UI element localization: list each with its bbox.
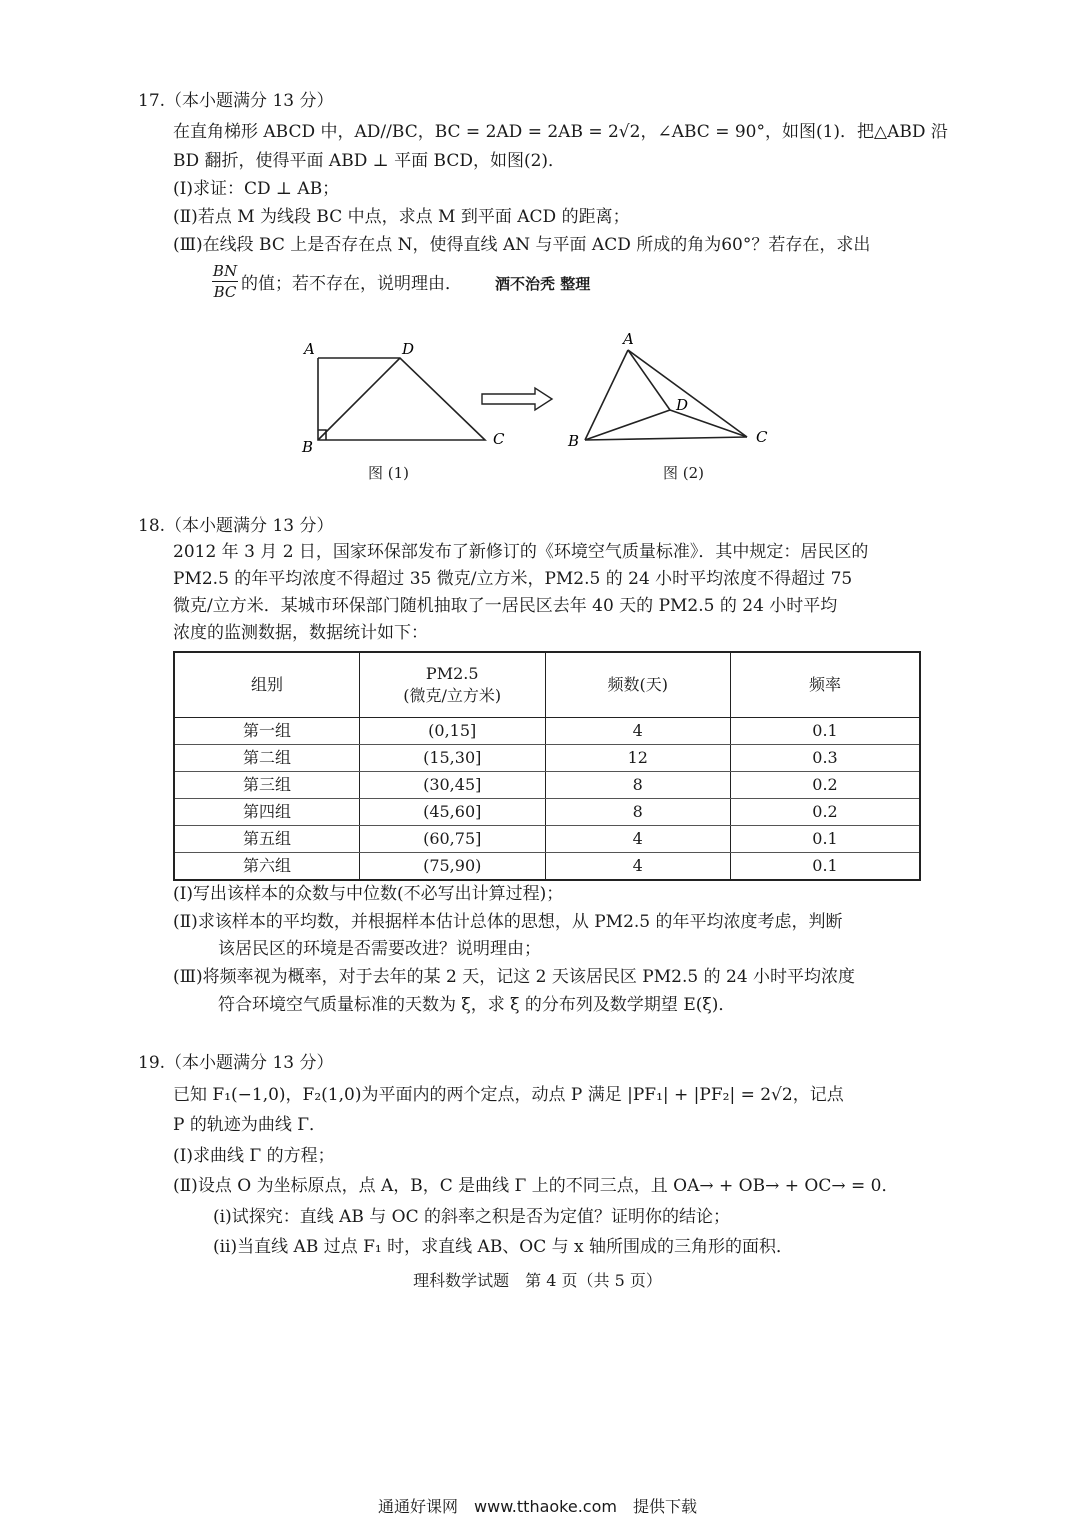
header-frequency-days: 频数(天): [545, 652, 730, 718]
cell-count: 12: [545, 745, 730, 772]
q18-line3: 微克/立方米．某城市环保部门随机抽取了一居民区去年 40 天的 PM2.5 的 24 小时平均: [173, 596, 838, 616]
cell-group: 第六组: [174, 853, 359, 881]
fraction-denominator: BC: [213, 283, 237, 301]
cell-range: (0,15]: [359, 718, 545, 745]
q17-line1: 在直角梯形 ABCD 中，AD//BC，BC = 2AD = 2AB = 2√2，∠ABC = 90°，如图(1)．把△ABD 沿: [173, 122, 948, 142]
q17-part1: (Ⅰ)求证：CD ⊥ AB；: [173, 179, 340, 199]
q18-line1: 2012 年 3 月 2 日，国家环保部发布了新修订的《环境空气质量标准》．其中规定：居民区的: [173, 542, 869, 562]
table-row: [174, 826, 920, 853]
q17-part3: (Ⅲ)在线段 BC 上是否存在点 N，使得直线 AN 与平面 ACD 所成的角为60°？若存在，求出: [173, 235, 871, 255]
figure-2-caption: 图 (2): [663, 464, 705, 482]
table-header-row: [174, 652, 920, 718]
fig2-label-d: D: [676, 396, 689, 414]
header-pm25-unit: (微克/立方米): [403, 686, 502, 705]
table-row: [174, 799, 920, 826]
cell-rate: 0.3: [731, 745, 921, 772]
q17-figures: [290, 330, 790, 460]
cell-count: 4: [545, 718, 730, 745]
q17-part3b: 的值；若不存在，说明理由．: [241, 274, 462, 294]
cell-group: 第二组: [174, 745, 359, 772]
fig1-label-a: A: [304, 340, 315, 358]
cell-group: 第一组: [174, 718, 359, 745]
trapezoid-outline: [318, 358, 485, 440]
page-number-footer: 理科数学试题 第 4 页（共 5 页）: [413, 1271, 662, 1290]
header-frequency-rate: 频率: [731, 652, 921, 718]
q19-line2: P 的轨迹为曲线 Γ．: [173, 1115, 327, 1135]
q19-part2: (Ⅱ)设点 O 为坐标原点，点 A，B，C 是曲线 Γ 上的不同三点，且 OA→ + OB→ + OC→ = 0．: [173, 1176, 899, 1196]
q18-part1: (Ⅰ)写出该样本的众数与中位数(不必写出计算过程)；: [173, 884, 564, 904]
q18-header: 18.（本小题满分 13 分）: [138, 516, 334, 536]
edge-bc: [585, 437, 747, 440]
q18-part3a: (Ⅲ)将频率视为概率，对于去年的某 2 天，记这 2 天该居民区 PM2.5 的 24 小时平均浓度: [173, 967, 856, 987]
cell-count: 4: [545, 826, 730, 853]
q18-line2: PM2.5 的年平均浓度不得超过 35 微克/立方米，PM2.5 的 24 小时平均浓度不得超过 75: [173, 569, 853, 589]
header-pm25-label: PM2.5: [425, 664, 479, 683]
table-row: [174, 718, 920, 745]
cell-range: (15,30]: [359, 745, 545, 772]
header-group: 组别: [174, 652, 359, 718]
fraction-numerator: BN: [212, 262, 238, 280]
q18-part2b: 该居民区的环境是否需要改进？说明理由；: [218, 939, 541, 959]
cell-rate: 0.2: [731, 799, 921, 826]
table-row: [174, 772, 920, 799]
q17-fraction: [212, 262, 238, 301]
q19-line1: 已知 F₁(−1,0)，F₂(1,0)为平面内的两个定点，动点 P 满足 |PF₁| + |PF₂| = 2√2，记点: [173, 1085, 844, 1105]
table-row: [174, 853, 920, 881]
edge-ad: [628, 350, 670, 410]
figure-1-trapezoid: [318, 358, 485, 440]
q18-line4: 浓度的监测数据，数据统计如下：: [173, 623, 428, 643]
q17-part2: (Ⅱ)若点 M 为线段 BC 中点，求点 M 到平面 ACD 的距离；: [173, 207, 630, 227]
fig1-label-d: D: [402, 340, 415, 358]
cell-count: 8: [545, 772, 730, 799]
figure-2-tetrahedron: [585, 350, 747, 440]
cell-rate: 0.1: [731, 718, 921, 745]
cell-range: (30,45]: [359, 772, 545, 799]
figure-1-caption: 图 (1): [368, 464, 410, 482]
q18-part3b: 符合环境空气质量标准的天数为 ξ，求 ξ 的分布列及数学期望 E(ξ)．: [218, 995, 736, 1015]
fig1-label-b: B: [302, 438, 314, 456]
cell-range: (45,60]: [359, 799, 545, 826]
cell-group: 第四组: [174, 799, 359, 826]
cell-group: 第三组: [174, 772, 359, 799]
header-pm25: [359, 652, 545, 718]
diagonal-bd: [318, 358, 400, 440]
q17-line2: BD 翻折，使得平面 ABD ⊥ 平面 BCD，如图(2)．: [173, 151, 566, 171]
cell-rate: 0.1: [731, 826, 921, 853]
q19-header: 19.（本小题满分 13 分）: [138, 1053, 334, 1073]
cell-rate: 0.1: [731, 853, 921, 881]
pm25-frequency-table: [173, 651, 921, 881]
site-footer: 通通好课网 www.tthaoke.com 提供下载: [378, 1497, 697, 1516]
fig2-label-a: A: [623, 330, 634, 348]
edge-dc: [670, 410, 747, 437]
q17-header: 17.（本小题满分 13 分）: [138, 91, 334, 111]
fig2-label-b: B: [568, 432, 580, 450]
fraction-bar: [212, 281, 238, 282]
cell-range: (60,75]: [359, 826, 545, 853]
edge-ac: [628, 350, 747, 437]
cell-count: 8: [545, 799, 730, 826]
cell-range: (75,90): [359, 853, 545, 881]
q19-sub1: (ⅰ)试探究：直线 AB 与 OC 的斜率之积是否为定值？证明你的结论；: [213, 1207, 731, 1227]
arrow-icon: [482, 388, 552, 410]
cell-rate: 0.2: [731, 772, 921, 799]
q19-sub2: (ⅱ)当直线 AB 过点 F₁ 时，求直线 AB、OC 与 x 轴所围成的三角形的面积．: [213, 1237, 794, 1257]
fig2-label-c: C: [756, 428, 768, 446]
cell-group: 第五组: [174, 826, 359, 853]
watermark-stamp: 酒不治秃 整理: [495, 275, 591, 293]
cell-count: 4: [545, 853, 730, 881]
q19-part1: (Ⅰ)求曲线 Γ 的方程；: [173, 1146, 335, 1166]
q18-part2a: (Ⅱ)求该样本的平均数，并根据样本估计总体的思想，从 PM2.5 的年平均浓度考虑，判断: [173, 912, 843, 932]
table-row: [174, 745, 920, 772]
fig1-label-c: C: [493, 430, 505, 448]
